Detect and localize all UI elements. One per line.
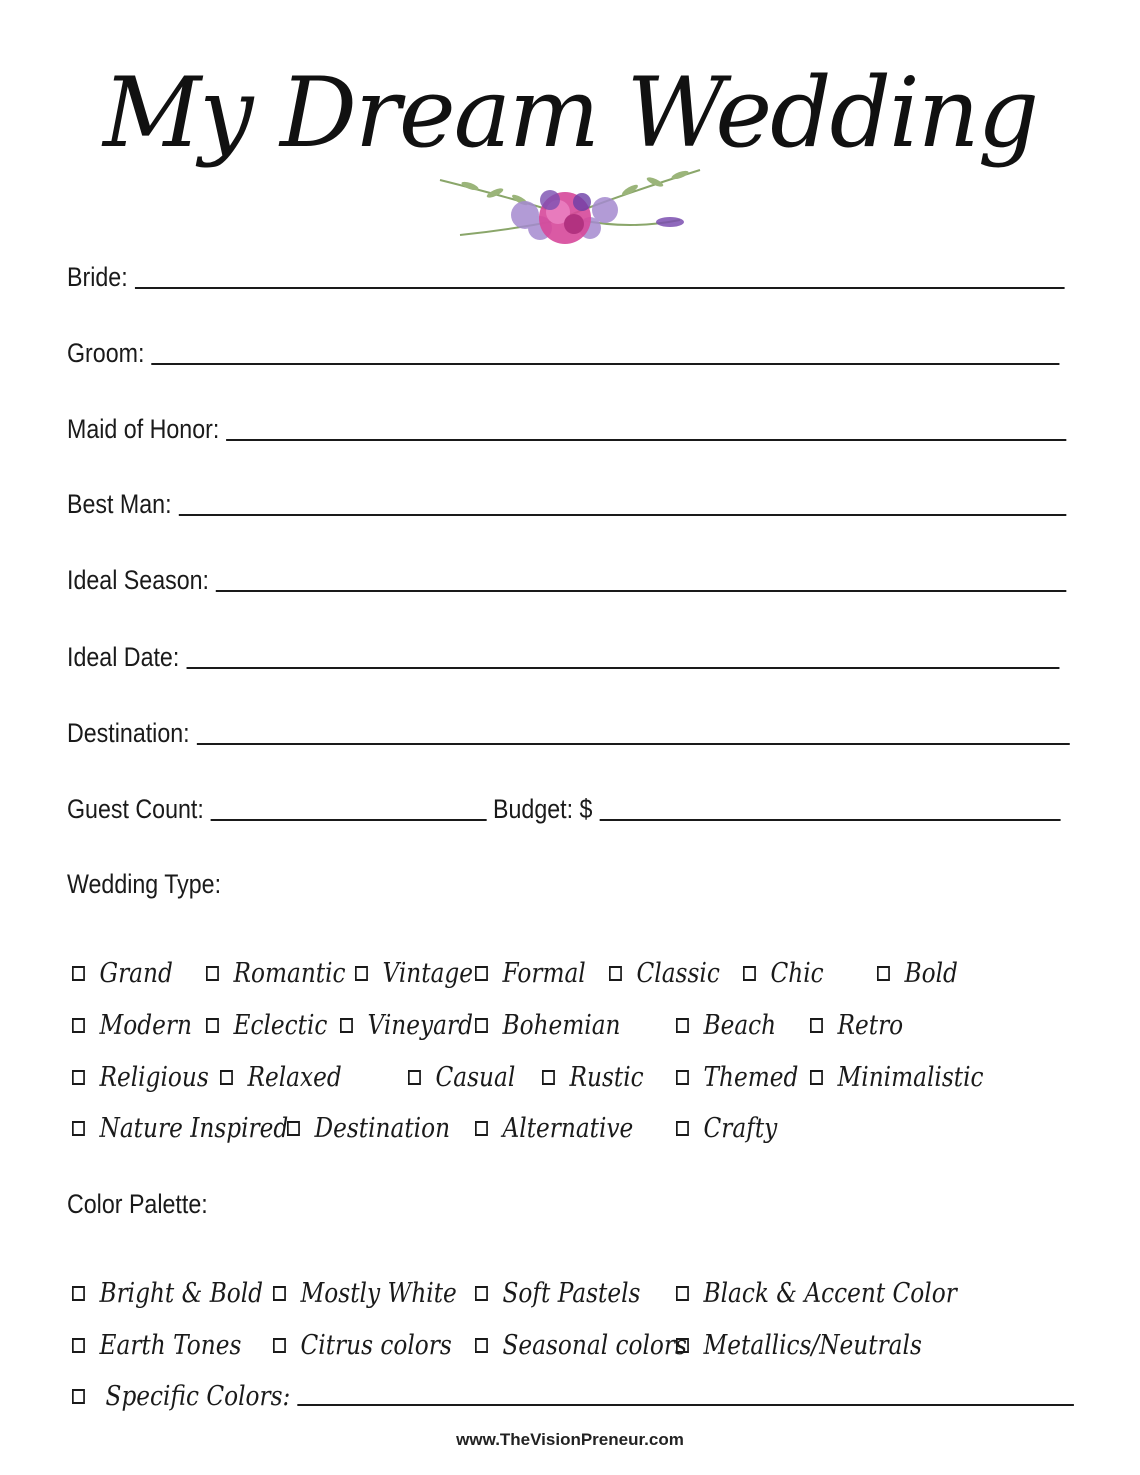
ideal-season-field[interactable] [67,565,1066,596]
color-palette-heading: Color Palette: [67,1189,208,1219]
floral-ornament-icon [430,160,710,260]
checkbox[interactable] [72,1070,85,1085]
checkbox[interactable] [475,966,488,981]
wedding-type-option[interactable]: Nature Inspired [72,1113,288,1144]
color-palette-option[interactable]: Earth Tones [72,1330,241,1361]
groom-field[interactable] [67,338,1059,369]
guest-count-line[interactable] [211,819,487,821]
checkbox[interactable] [72,966,85,981]
wedding-type-option[interactable]: Classic [609,958,720,989]
wedding-type-option[interactable]: Romantic [206,958,346,989]
best-man-field[interactable] [67,489,1066,520]
wedding-type-option[interactable]: Bold [877,958,958,989]
color-palette-option[interactable]: Soft Pastels [475,1278,640,1309]
color-palette-option[interactable]: Seasonal colors [475,1330,687,1361]
color-palette-option[interactable]: Bright & Bold [72,1278,263,1309]
checkbox[interactable] [676,1338,689,1353]
checkbox[interactable] [542,1070,555,1085]
checkbox[interactable] [676,1121,689,1136]
checkbox[interactable] [810,1018,823,1033]
checkbox[interactable] [355,966,368,981]
checkbox[interactable] [475,1121,488,1136]
wedding-type-option[interactable]: Modern [72,1010,192,1041]
checkbox[interactable] [206,1018,219,1033]
destination-label: Destination: [67,718,190,748]
checkbox[interactable] [72,1338,85,1353]
wedding-type-option[interactable]: Retro [810,1010,903,1041]
checkbox[interactable] [609,966,622,981]
specific-colors-line[interactable] [297,1404,1074,1406]
bride-line[interactable] [135,287,1065,289]
bride-field[interactable] [67,262,1065,293]
wedding-type-option[interactable]: Relaxed [220,1062,342,1093]
wedding-type-option[interactable]: Alternative [475,1113,633,1144]
budget-field[interactable] [493,794,1061,825]
destination-line[interactable] [197,743,1070,745]
color-palette-option[interactable]: Black & Accent Color [676,1278,957,1309]
guest-count-label: Guest Count: [67,794,204,824]
checkbox[interactable] [72,1018,85,1033]
wedding-type-option[interactable]: Grand [72,958,173,989]
checkbox[interactable] [340,1018,353,1033]
checkbox[interactable] [475,1338,488,1353]
groom-line[interactable] [151,363,1059,365]
ideal-season-label: Ideal Season: [67,565,210,595]
checkbox[interactable] [676,1018,689,1033]
wedding-type-option[interactable]: Rustic [542,1062,644,1093]
checkbox[interactable] [408,1070,421,1085]
budget-label: Budget: $ [493,794,593,824]
color-palette-option[interactable]: Metallics/Neutrals [676,1330,922,1361]
guest-count-field[interactable] [67,794,487,825]
maid-of-honor-field[interactable] [67,414,1066,445]
wedding-type-option[interactable]: Destination [287,1113,450,1144]
checkbox[interactable] [72,1286,85,1301]
color-palette-option[interactable]: Citrus colors [273,1330,452,1361]
wedding-type-option[interactable]: Religious [72,1062,209,1093]
budget-line[interactable] [599,819,1060,821]
wedding-type-option[interactable]: Casual [408,1062,515,1093]
maid-of-honor-line[interactable] [226,439,1066,441]
wedding-type-option[interactable]: Minimalistic [810,1062,984,1093]
ideal-date-field[interactable] [67,642,1059,673]
groom-label: Groom: [67,338,145,368]
page-title: My Dream Wedding [102,57,1038,169]
wedding-type-option[interactable]: Themed [676,1062,798,1093]
bride-label: Bride: [67,262,128,292]
ideal-date-line[interactable] [186,667,1059,669]
wedding-type-option[interactable]: Formal [475,958,586,989]
checkbox[interactable] [810,1070,823,1085]
footer-url: www.TheVisionPreneur.com [456,1430,684,1449]
wedding-type-option[interactable]: Bohemian [475,1010,621,1041]
wedding-type-option[interactable]: Chic [743,958,824,989]
destination-field[interactable] [67,718,1070,749]
wedding-type-option[interactable]: Crafty [676,1113,777,1144]
color-palette-option[interactable]: Mostly White [273,1278,457,1309]
checkbox[interactable] [475,1018,488,1033]
specific-colors-field[interactable] [72,1381,1074,1412]
checkbox[interactable] [877,966,890,981]
checkbox[interactable] [676,1070,689,1085]
maid-of-honor-label: Maid of Honor: [67,414,220,444]
checkbox[interactable] [273,1338,286,1353]
wedding-type-option[interactable]: Eclectic [206,1010,327,1041]
best-man-line[interactable] [178,514,1066,516]
wedding-type-heading: Wedding Type: [67,869,222,899]
checkbox[interactable] [72,1389,85,1404]
wedding-type-option[interactable]: Vintage [355,958,473,989]
checkbox[interactable] [676,1286,689,1301]
checkbox[interactable] [287,1121,300,1136]
checkbox[interactable] [273,1286,286,1301]
specific-colors-label: Specific Colors: [105,1381,291,1412]
checkbox[interactable] [475,1286,488,1301]
checkbox[interactable] [743,966,756,981]
checkbox[interactable] [206,966,219,981]
checkbox[interactable] [220,1070,233,1085]
wedding-type-option[interactable]: Beach [676,1010,776,1041]
best-man-label: Best Man: [67,489,172,519]
ideal-season-line[interactable] [216,590,1066,592]
ideal-date-label: Ideal Date: [67,642,180,672]
wedding-type-option[interactable]: Vineyard [340,1010,473,1041]
checkbox[interactable] [72,1121,85,1136]
